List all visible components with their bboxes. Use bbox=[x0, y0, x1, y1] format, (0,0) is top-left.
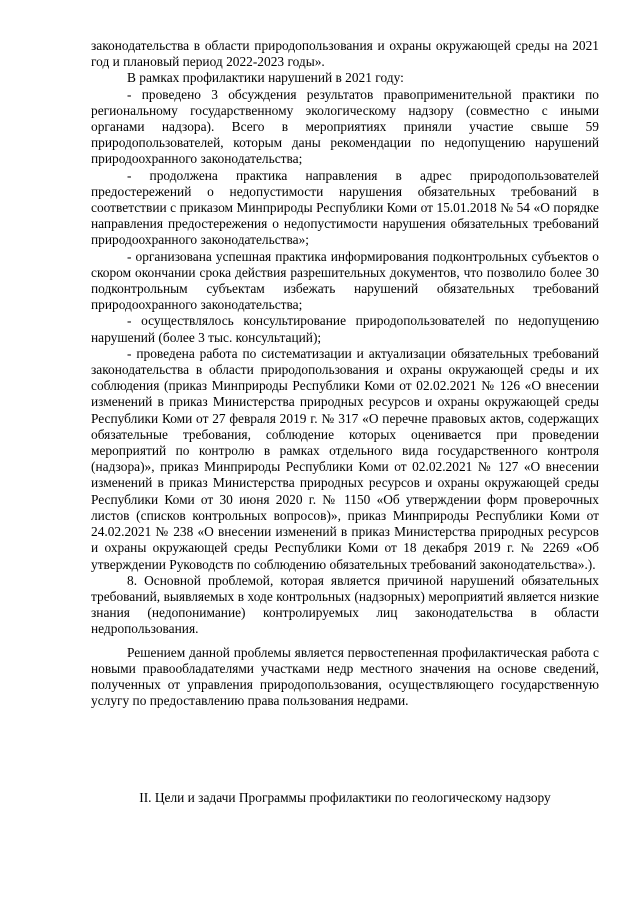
section-heading: II. Цели и задачи Программы профилактики по геологическому надзору bbox=[139, 790, 551, 805]
list-item-systematization: - проведена работа по систематизации и актуализации обязательных требований законодательства в области природопользования и охраны окружающей среды и их соблюдения (приказ Минприроды Республики Коми от 02.02.2021 № 126 «О внесении изменений в приказ Министерства природных ресурсов и охраны окружающей среды Республики Коми от 27 февраля 2019 г. № 317 «О перечне правовых актов, содержащих обязательные требования, соблюдение которых оценивается при проведении мероприятий по контролю в рамках отдельного вида государственного контроля (надзора)», приказ Минприроды Республики Коми от 02.02.2021 № 127 «О внесении изменений в приказ Министерства природных ресурсов и охраны окружающей среды Республики Коми от 30 июня 2020 г. № 1150 «Об утверждении форм проверочных листов (списков контрольных вопросов)», приказ Минприроды Республики Коми от 24.02.2021 № 238 «О внесении изменений в приказ Министерства природных ресурсов и охраны окружающей среды Республики Коми от 18 декабря 2019 г. № 2269 «Об утверждении Руководств по соблюдению обязательных требований законодательства».). bbox=[91, 345, 599, 572]
paragraph-main-problem: 8. Основной проблемой, которая является причиной нарушений обязательных требований, выявляемых в ходе контрольных (надзорных) мероприятий является низкие знания (недопонимание) контролируемых лиц законодательства в области недропользования. bbox=[91, 572, 599, 637]
paragraph-solution: Решением данной проблемы является первостепенная профилактическая работа с новыми правообладателями участками недр местного значения на основе сведений, полученных от управления природопользования, осуществляющего государственную услугу по предоставлению права пользования недрами. bbox=[91, 644, 599, 709]
list-item-informing: - организована успешная практика информирования подконтрольных субъектов о скором окончании срока действия разрешительных документов, что позволило более 30 подконтрольным субъектам избежать нарушений обязательных требований природоохранного законодательства; bbox=[91, 248, 599, 313]
list-item-warnings: - продолжена практика направления в адрес природопользователей предостережений о недопустимости нарушения обязательных требований в соответствии с приказом Минприроды Республики Коми от 15.01.2018 № 54 «О порядке направления предостережения о недопустимости нарушения обязательных требований природоохранного законодательства»; bbox=[91, 167, 599, 248]
document-body bbox=[91, 38, 599, 709]
list-item-discussions: - проведено 3 обсуждения результатов правоприменительной практики по региональному государственному экологическому надзору (совместно с иными органами надзора). Всего в мероприятиях приняли участие свыше 59 природопользователей, которым даны рекомендации по недопущению нарушений природоохранного законодательства; bbox=[91, 86, 599, 167]
paragraph-continuation: законодательства в области природопользования и охраны окружающей среды на 2021 год и плановый период 2022-2023 годы». bbox=[91, 38, 599, 70]
list-item-consulting: - осуществлялось консультирование природопользователей по недопущению нарушений (более 3 тыс. консультаций); bbox=[91, 313, 599, 345]
paragraph-intro-2021: В рамках профилактики нарушений в 2021 году: bbox=[127, 70, 404, 86]
